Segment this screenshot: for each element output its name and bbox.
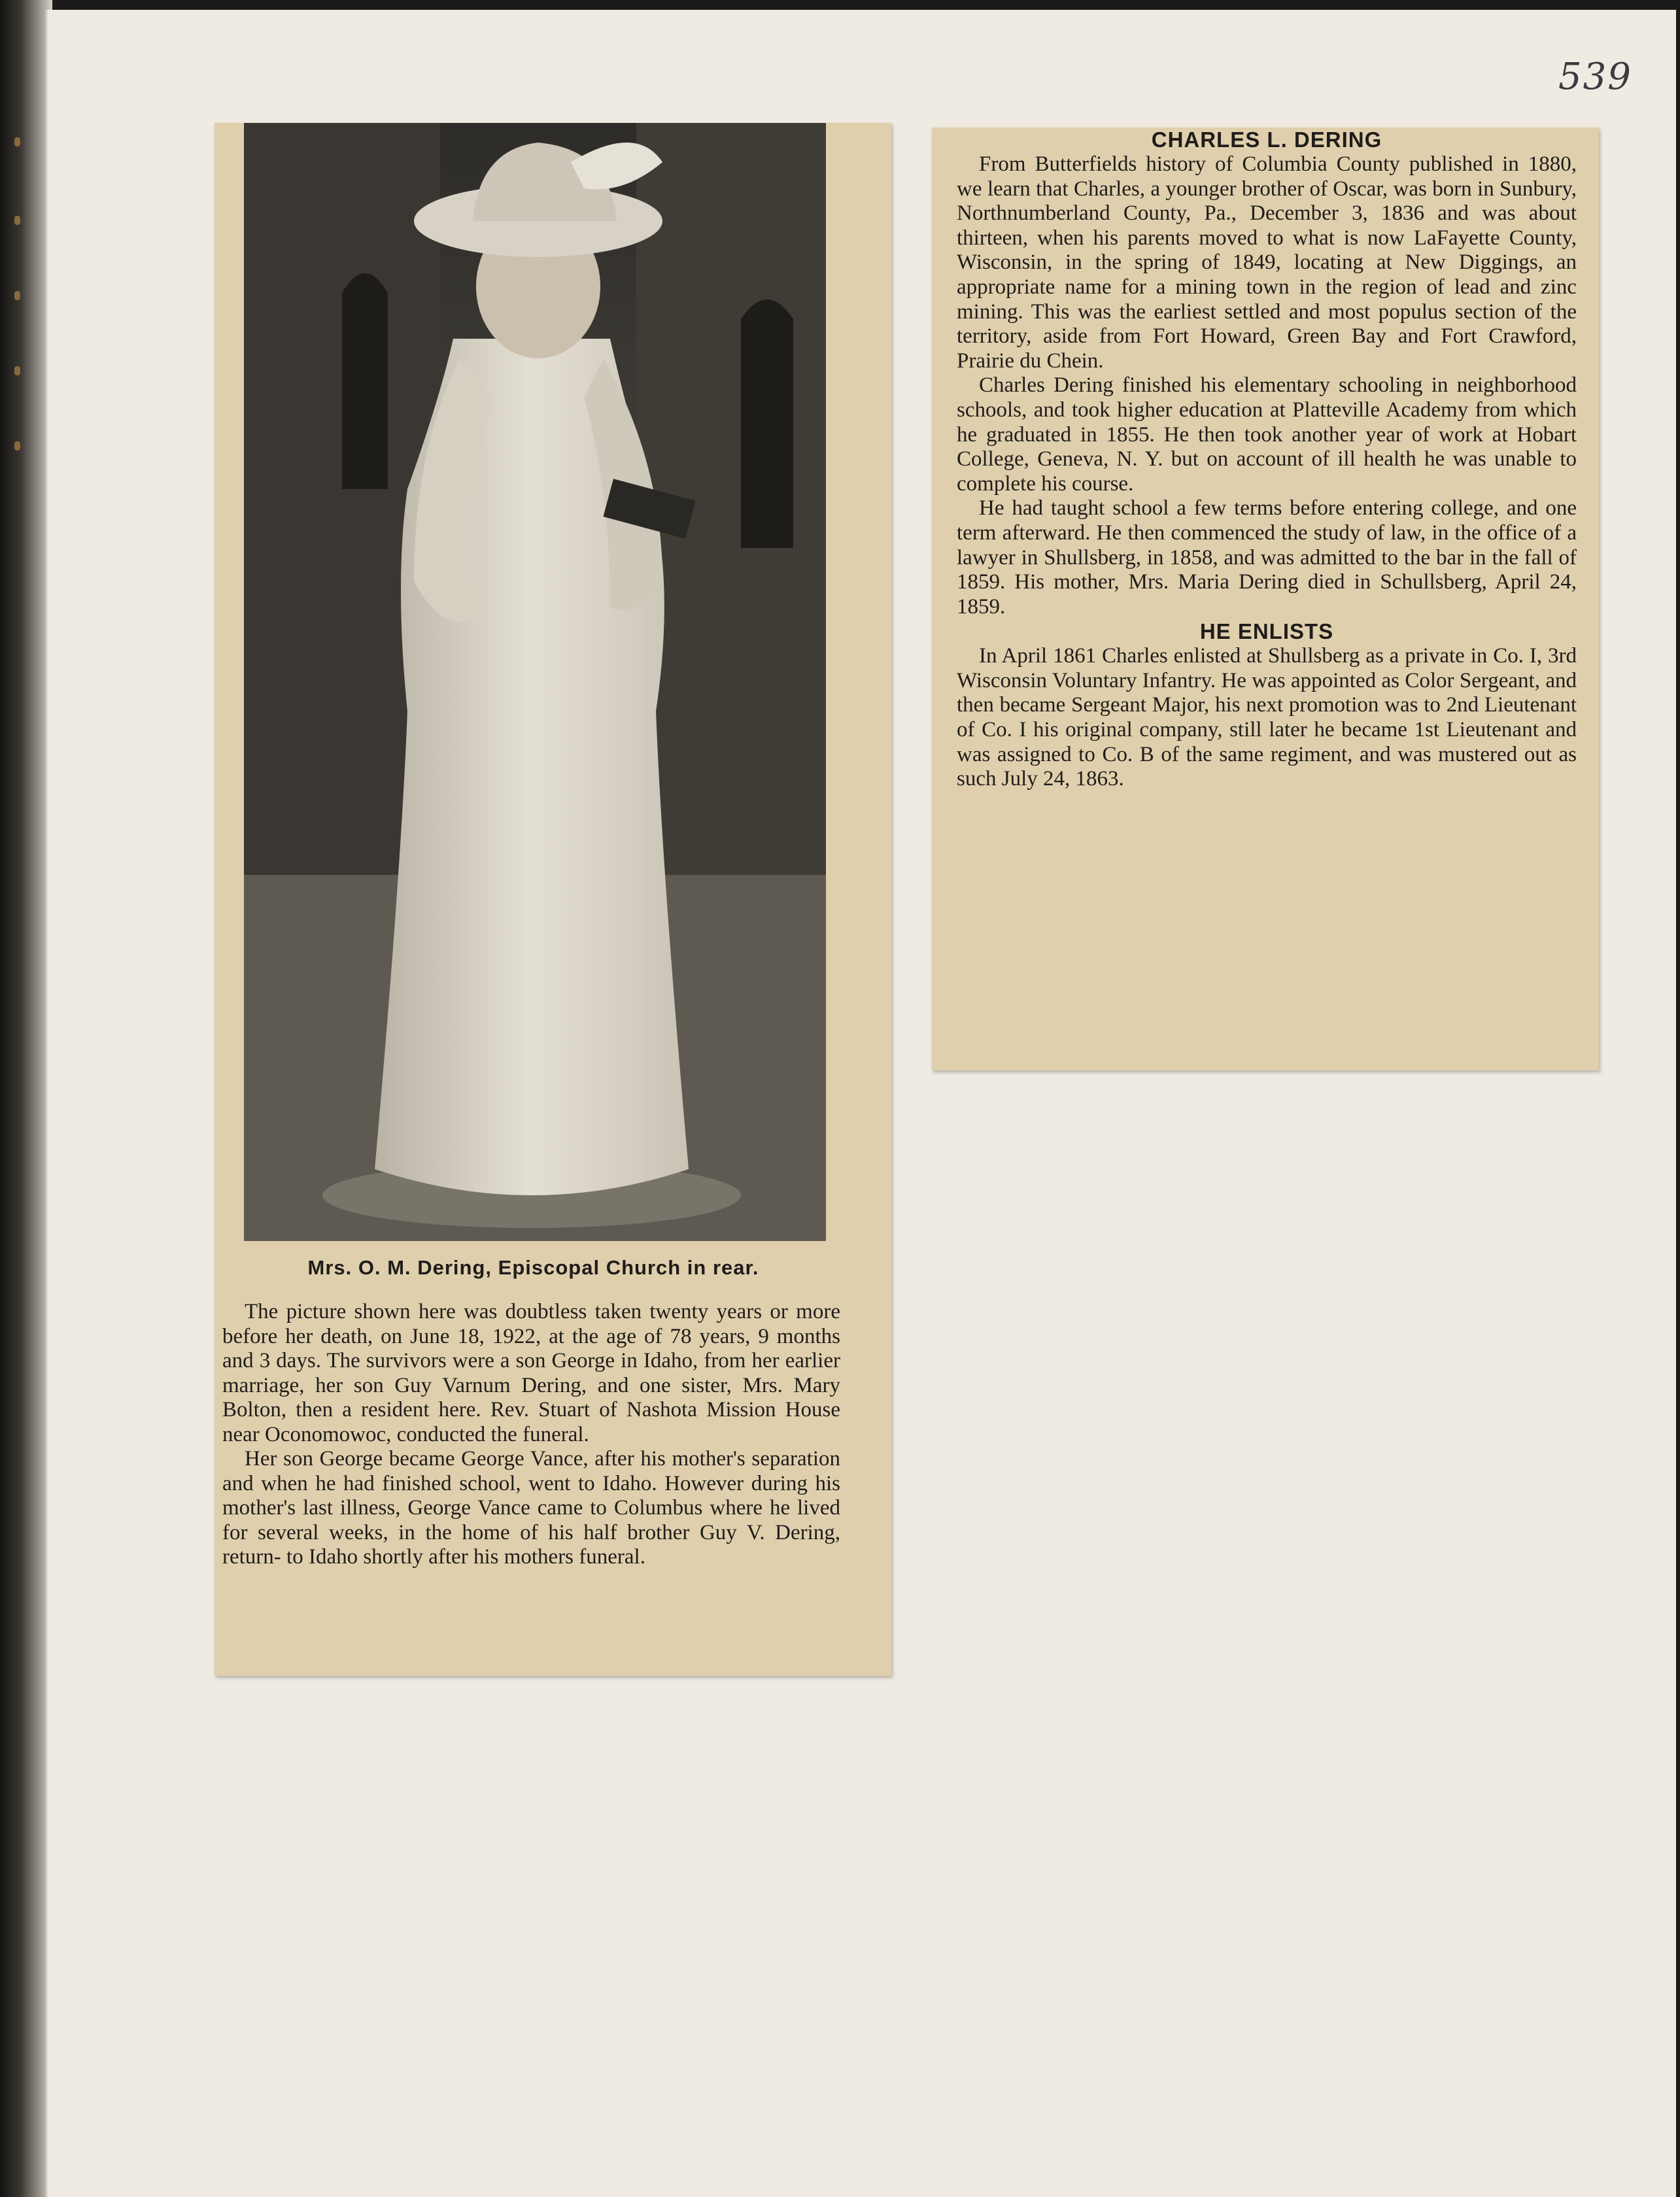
article-paragraph: In April 1861 Charles enlisted at Shullsberg as a private in Co. I, 3rd Wisconsin Voluntary Infantry. He was appointed as Color Sergeant, and then became Sergeant Major, his next promotion was to 2nd Lieutenant of Co. I his original company, still later he became 1st Lieutenant and was assigned to Co. B of the same regiment, and was mustered out as such July 24, 1863.: [957, 644, 1577, 791]
charles-dering-article: [957, 128, 1577, 792]
binder-hole: [14, 137, 20, 146]
article-paragraph: He had taught school a few terms before entering college, and one term afterward. He then commenced the study of law, in the office of a lawyer in Shullsberg, in 1858, and was admitted to the bar in the fall of 1859. His mother, Mrs. Maria Dering died in Schullsberg, April 24, 1859.: [957, 496, 1577, 619]
article-paragraph: Charles Dering finished his elementary schooling in neighborhood schools, and took higher education at Platteville Academy from which he graduated in 1855. He then took another year of work at Hobart College, Geneva, N. Y. but on account of ill health he was unable to complete his course.: [957, 373, 1577, 496]
article-headline: CHARLES L. DERING: [1151, 128, 1382, 152]
article-paragraph: The picture shown here was doubtless taken twenty years or more before her death, on June 18, 1922, at the age of 78 years, 9 months and 3 days. The survivors were a son George in Idaho, from her earlier marriage, her son Guy Varnum Dering, and one sister, Mrs. Mary Bolton, then a resident here. Rev. Stuart of Nashota Mission House near Oconomowoc, conducted the funeral.: [222, 1300, 840, 1446]
portrait-photo-image: [244, 123, 826, 1241]
photo-clipping: [214, 123, 891, 1676]
binder-hole: [14, 366, 20, 375]
page-number: 539: [1558, 56, 1632, 98]
article-clipping: [932, 128, 1599, 1070]
binder-hole: [14, 291, 20, 300]
binder-hole: [14, 441, 20, 451]
photo-caption: Mrs. O. M. Dering, Episcopal Church in rear.: [307, 1256, 759, 1279]
binder-hole: [14, 216, 20, 225]
album-spine: [0, 0, 52, 2197]
article-paragraph: From Butterfields history of Columbia County published in 1880, we learn that Charles, a younger brother of Oscar, was born in Sunbury, Northnumberland County, Pa., December 3, 1836 and was about thirteen, when his parents moved to what is now LaFayette County, Wisconsin, in the spring of 1849, locating at New Diggings, an appropriate name for a mining town in the region of lead and zinc mining. This was the earliest settled and most populus section of the territory, aside from Fort Howard, Green Bay and Fort Crawford, Prairie du Chein.: [957, 152, 1577, 373]
article-subheadline: HE ENLISTS: [1199, 619, 1334, 644]
portrait-photo: [244, 123, 826, 1241]
obituary-article: [222, 1300, 840, 1570]
article-paragraph: Her son George became George Vance, after his mother's separation and when he had finished school, went to Idaho. However during his mother's last illness, George Vance came to Columbus where he lived for several weeks, in the home of his half brother Guy V. Dering, return- to Idaho shortly after his mothers funeral.: [222, 1447, 840, 1569]
